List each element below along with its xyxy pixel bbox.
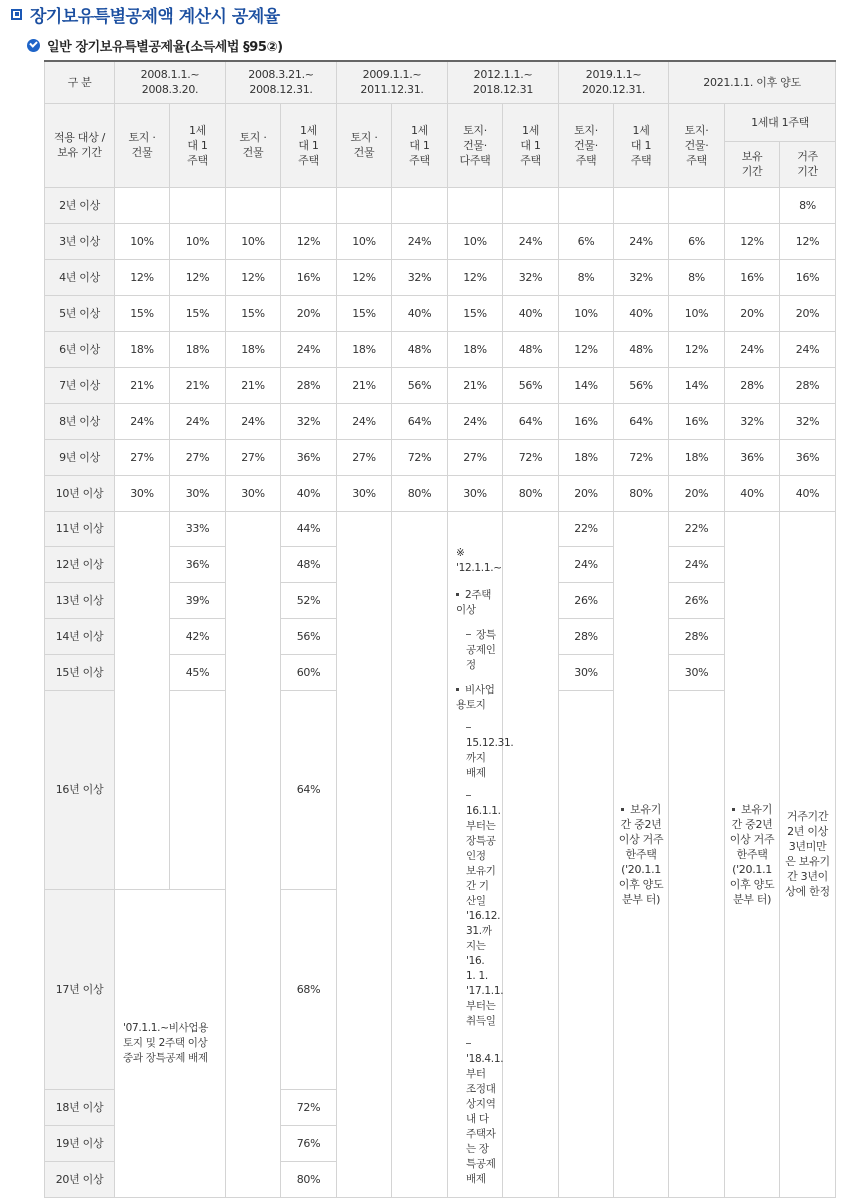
row-label: 11년 이상 bbox=[45, 511, 115, 546]
rate-cell: 39% bbox=[170, 582, 226, 618]
table-row bbox=[45, 439, 836, 475]
header-period: 2019.1.1~ 2020.12.31. bbox=[559, 61, 669, 103]
note-item bbox=[456, 588, 496, 673]
row-label: 9년 이상 bbox=[45, 439, 115, 475]
rate-cell: 40% bbox=[281, 475, 337, 511]
rate-cell: 28% bbox=[559, 618, 614, 654]
header-sub: 토지 · 건물 bbox=[226, 103, 281, 187]
rate-cell: 20% bbox=[669, 475, 725, 511]
rate-cell: 24% bbox=[614, 223, 669, 259]
rate-cell: 40% bbox=[503, 295, 559, 331]
rate-cell bbox=[725, 187, 780, 223]
table-row bbox=[45, 187, 836, 223]
note-2021 bbox=[725, 511, 780, 1197]
rate-cell bbox=[503, 187, 559, 223]
rate-cell: 16% bbox=[669, 403, 725, 439]
rate-cell: 40% bbox=[392, 295, 448, 331]
rate-cell: 18% bbox=[115, 331, 170, 367]
rate-cell: 33% bbox=[170, 511, 226, 546]
rate-cell: 24% bbox=[392, 223, 448, 259]
empty-cell bbox=[503, 511, 559, 1197]
rate-cell: 18% bbox=[669, 439, 725, 475]
table-row bbox=[45, 259, 836, 295]
rate-cell: 21% bbox=[448, 367, 503, 403]
rate-cell: 15% bbox=[226, 295, 281, 331]
rate-cell: 52% bbox=[281, 582, 337, 618]
note-sub bbox=[466, 789, 504, 1029]
rate-cell: 24% bbox=[170, 403, 226, 439]
note-sub bbox=[466, 721, 514, 781]
rate-cell: 8% bbox=[780, 187, 836, 223]
row-label: 20년 이상 bbox=[45, 1161, 115, 1197]
rate-cell bbox=[337, 187, 392, 223]
rate-cell: 18% bbox=[337, 331, 392, 367]
rate-cell: 28% bbox=[669, 618, 725, 654]
note-text: 장특공제인정 bbox=[466, 628, 496, 671]
row-label: 2년 이상 bbox=[45, 187, 115, 223]
dash-icon bbox=[466, 1043, 471, 1044]
dash-icon bbox=[466, 727, 471, 728]
rate-cell: 16% bbox=[780, 259, 836, 295]
rate-cell: 30% bbox=[448, 475, 503, 511]
rate-cell: 27% bbox=[337, 439, 392, 475]
rate-cell: 10% bbox=[448, 223, 503, 259]
rate-cell: 30% bbox=[170, 475, 226, 511]
rate-cell: 12% bbox=[448, 259, 503, 295]
rate-cell: 24% bbox=[448, 403, 503, 439]
rate-cell: 24% bbox=[337, 403, 392, 439]
rate-cell bbox=[281, 187, 337, 223]
note-live: 거주기간 2년 이상 3년미만은 보유기간 3년이상에 한정 bbox=[780, 511, 836, 1197]
rate-cell: 15% bbox=[170, 295, 226, 331]
rate-cell: 32% bbox=[281, 403, 337, 439]
header-period: 2009.1.1.~ 2011.12.31. bbox=[337, 61, 448, 103]
rate-cell bbox=[559, 187, 614, 223]
header-sub: 1세대 1주택 bbox=[392, 103, 448, 187]
rate-cell bbox=[226, 187, 281, 223]
table-row bbox=[45, 511, 836, 546]
empty-cell bbox=[170, 690, 226, 890]
row-label: 5년 이상 bbox=[45, 295, 115, 331]
rate-cell: 36% bbox=[170, 546, 226, 582]
rate-cell: 20% bbox=[559, 475, 614, 511]
rate-cell: 18% bbox=[170, 331, 226, 367]
rate-cell: 48% bbox=[392, 331, 448, 367]
rate-cell: 30% bbox=[337, 475, 392, 511]
rate-cell: 28% bbox=[281, 367, 337, 403]
note-text: 비사업용토지 bbox=[456, 683, 495, 711]
row-label: 10년 이상 bbox=[45, 475, 115, 511]
rate-cell: 24% bbox=[559, 546, 614, 582]
header-period: 2012.1.1.~ 2018.12.31 bbox=[448, 61, 559, 103]
rate-cell: 27% bbox=[170, 439, 226, 475]
rate-cell: 80% bbox=[503, 475, 559, 511]
rate-cell: 32% bbox=[780, 403, 836, 439]
rate-cell bbox=[448, 187, 503, 223]
rate-cell: 40% bbox=[614, 295, 669, 331]
rate-cell: 8% bbox=[669, 259, 725, 295]
rate-cell: 30% bbox=[559, 654, 614, 690]
table-row bbox=[45, 475, 836, 511]
rate-cell: 22% bbox=[559, 511, 614, 546]
rate-cell bbox=[170, 187, 226, 223]
header-sub: 1세대 1주택 bbox=[281, 103, 337, 187]
note-2012 bbox=[448, 511, 514, 1197]
rate-cell: 30% bbox=[115, 475, 170, 511]
rate-cell: 42% bbox=[170, 618, 226, 654]
rate-cell: 20% bbox=[780, 295, 836, 331]
rate-cell: 64% bbox=[614, 403, 669, 439]
section-title bbox=[27, 36, 283, 54]
rate-cell: 18% bbox=[448, 331, 503, 367]
note-text: 16.1.1.부터는 장특공 인정 보유기간 기산일 '16.12. 31.까지는 '16. 1. 1. '17.1.1.부터는 취득일 bbox=[466, 804, 504, 1027]
row-label: 14년 이상 bbox=[45, 618, 115, 654]
rate-cell: 30% bbox=[226, 475, 281, 511]
rate-cell: 24% bbox=[226, 403, 281, 439]
header-target: 적용 대상 / 보유 기간 bbox=[45, 103, 115, 187]
rate-cell: 72% bbox=[281, 1089, 337, 1125]
rate-cell: 24% bbox=[281, 331, 337, 367]
rate-cell: 16% bbox=[725, 259, 780, 295]
rate-cell: 24% bbox=[669, 546, 725, 582]
rate-cell: 6% bbox=[559, 223, 614, 259]
empty-cell bbox=[226, 511, 281, 1197]
rate-cell: 44% bbox=[281, 511, 337, 546]
rate-cell: 56% bbox=[281, 618, 337, 654]
header-sub: 토지 · 건물 bbox=[337, 103, 392, 187]
header-sub: 토지· 건물· 다주택 bbox=[448, 103, 503, 187]
rate-cell bbox=[115, 187, 170, 223]
header-sub: 토지 · 건물 bbox=[115, 103, 170, 187]
table-row bbox=[45, 367, 836, 403]
header-sub: 1세대 1주택 bbox=[614, 103, 669, 187]
rate-cell: 12% bbox=[725, 223, 780, 259]
table-row bbox=[45, 223, 836, 259]
bullet-icon bbox=[456, 688, 459, 691]
rate-cell: 76% bbox=[281, 1125, 337, 1161]
header-sub: 1세대 1주택 bbox=[170, 103, 226, 187]
rate-cell: 68% bbox=[281, 890, 337, 1090]
rate-cell: 8% bbox=[559, 259, 614, 295]
rate-cell: 21% bbox=[170, 367, 226, 403]
bullet-icon bbox=[456, 593, 459, 596]
rate-cell: 36% bbox=[281, 439, 337, 475]
rate-cell: 45% bbox=[170, 654, 226, 690]
row-label: 17년 이상 bbox=[45, 890, 115, 1090]
table-row bbox=[45, 331, 836, 367]
note-text: '18.4.1.부터 조정대상지역 내 다주택자는 장특공제 배제 bbox=[466, 1052, 504, 1185]
rate-cell: 16% bbox=[559, 403, 614, 439]
rate-cell: 80% bbox=[614, 475, 669, 511]
header-sub: 1세대 1주택 bbox=[503, 103, 559, 187]
rate-cell: 24% bbox=[115, 403, 170, 439]
rate-cell: 32% bbox=[725, 403, 780, 439]
rate-cell: 27% bbox=[226, 439, 281, 475]
rate-cell: 21% bbox=[115, 367, 170, 403]
note-sub bbox=[466, 628, 496, 673]
header-house-group: 1세대 1주택 bbox=[725, 103, 836, 141]
rate-cell: 24% bbox=[725, 331, 780, 367]
rate-cell: 15% bbox=[115, 295, 170, 331]
row-label: 13년 이상 bbox=[45, 582, 115, 618]
rate-cell: 48% bbox=[281, 546, 337, 582]
note-text: 보유기간 중2년 이상 거주 한주택 ('20.1.1 이후 양도 분부 터) bbox=[618, 802, 664, 906]
rate-cell: 24% bbox=[780, 331, 836, 367]
rate-cell: 36% bbox=[725, 439, 780, 475]
row-label: 16년 이상 bbox=[45, 690, 115, 890]
row-label: 3년 이상 bbox=[45, 223, 115, 259]
note-2012-head: ※ '12.1.1.~ bbox=[456, 546, 502, 574]
header-live: 거주 기간 bbox=[780, 141, 836, 187]
rate-cell bbox=[614, 187, 669, 223]
header-gubun: 구 분 bbox=[45, 61, 115, 103]
rate-cell: 64% bbox=[392, 403, 448, 439]
row-label: 18년 이상 bbox=[45, 1089, 115, 1125]
check-circle-icon bbox=[27, 39, 40, 52]
rate-cell: 40% bbox=[780, 475, 836, 511]
rate-cell: 27% bbox=[115, 439, 170, 475]
page-title bbox=[11, 3, 280, 25]
empty-cell bbox=[115, 511, 170, 890]
dash-icon bbox=[466, 634, 471, 635]
rate-cell: 64% bbox=[503, 403, 559, 439]
rate-cell: 40% bbox=[725, 475, 780, 511]
rate-cell: 10% bbox=[115, 223, 170, 259]
rate-cell: 10% bbox=[337, 223, 392, 259]
rate-cell: 26% bbox=[669, 582, 725, 618]
row-label: 7년 이상 bbox=[45, 367, 115, 403]
rate-cell: 60% bbox=[281, 654, 337, 690]
bullet-icon bbox=[732, 808, 735, 811]
rate-cell: 12% bbox=[281, 223, 337, 259]
rate-cell: 24% bbox=[503, 223, 559, 259]
rate-cell bbox=[669, 187, 725, 223]
note-text: 15.12.31.까지 배제 bbox=[466, 736, 514, 779]
header-sub: 토지· 건물· 주택 bbox=[559, 103, 614, 187]
rate-cell: 28% bbox=[780, 367, 836, 403]
rate-cell: 12% bbox=[226, 259, 281, 295]
rate-cell: 48% bbox=[503, 331, 559, 367]
rate-cell: 12% bbox=[115, 259, 170, 295]
rate-cell: 56% bbox=[392, 367, 448, 403]
rate-cell: 20% bbox=[725, 295, 780, 331]
rate-cell: 20% bbox=[281, 295, 337, 331]
rate-cell: 12% bbox=[337, 259, 392, 295]
note-sub bbox=[466, 1037, 504, 1187]
rate-cell: 56% bbox=[614, 367, 669, 403]
rate-cell: 10% bbox=[559, 295, 614, 331]
rate-cell: 56% bbox=[503, 367, 559, 403]
rate-cell: 18% bbox=[559, 439, 614, 475]
section-title-text: 일반 장기보유특별공제율(소득세법 §95②) bbox=[47, 39, 283, 55]
header-sub: 토지· 건물· 주택 bbox=[669, 103, 725, 187]
rate-cell: 72% bbox=[614, 439, 669, 475]
rate-cell: 16% bbox=[281, 259, 337, 295]
row-label: 6년 이상 bbox=[45, 331, 115, 367]
row-label: 15년 이상 bbox=[45, 654, 115, 690]
rate-cell: 27% bbox=[448, 439, 503, 475]
rate-cell: 6% bbox=[669, 223, 725, 259]
empty-cell bbox=[337, 511, 392, 1197]
rate-cell: 12% bbox=[559, 331, 614, 367]
page-title-text: 장기보유특별공제액 계산시 공제율 bbox=[30, 6, 280, 27]
square-bullet-icon bbox=[11, 9, 22, 20]
header-period: 2021.1.1. 이후 양도 bbox=[669, 61, 836, 103]
rate-cell: 32% bbox=[614, 259, 669, 295]
rate-cell: 28% bbox=[725, 367, 780, 403]
header-period: 2008.3.21.~ 2008.12.31. bbox=[226, 61, 337, 103]
rate-cell: 10% bbox=[226, 223, 281, 259]
table-row bbox=[45, 403, 836, 439]
rate-cell: 14% bbox=[559, 367, 614, 403]
rate-cell: 22% bbox=[669, 511, 725, 546]
rate-cell: 64% bbox=[281, 690, 337, 890]
rate-cell: 12% bbox=[669, 331, 725, 367]
table-row bbox=[45, 295, 836, 331]
deduction-rate-table bbox=[44, 60, 836, 1198]
rate-cell: 15% bbox=[448, 295, 503, 331]
rate-cell: 32% bbox=[503, 259, 559, 295]
header-hold: 보유 기간 bbox=[725, 141, 780, 187]
rate-cell: 72% bbox=[503, 439, 559, 475]
note-2007: '07.1.1.~비사업용 토지 및 2주택 이상 중과 장특공제 배제 bbox=[115, 890, 226, 1198]
rate-cell: 26% bbox=[559, 582, 614, 618]
note-text: 보유기간 중2년 이상 거주 한주택 ('20.1.1 이후 양도 분부 터) bbox=[729, 802, 775, 906]
rate-cell: 32% bbox=[392, 259, 448, 295]
rate-cell bbox=[392, 187, 448, 223]
rate-cell: 48% bbox=[614, 331, 669, 367]
note-item bbox=[456, 683, 514, 1187]
rate-cell: 10% bbox=[170, 223, 226, 259]
rate-cell: 72% bbox=[392, 439, 448, 475]
rate-cell: 12% bbox=[170, 259, 226, 295]
rate-cell: 21% bbox=[337, 367, 392, 403]
rate-cell: 18% bbox=[226, 331, 281, 367]
row-label: 19년 이상 bbox=[45, 1125, 115, 1161]
rate-cell: 80% bbox=[281, 1161, 337, 1197]
dash-icon bbox=[466, 795, 471, 796]
rate-cell: 21% bbox=[226, 367, 281, 403]
empty-cell bbox=[392, 511, 448, 1197]
row-label: 8년 이상 bbox=[45, 403, 115, 439]
header-period: 2008.1.1.~ 2008.3.20. bbox=[115, 61, 226, 103]
empty-cell bbox=[669, 690, 725, 1197]
rate-cell: 80% bbox=[392, 475, 448, 511]
rate-cell: 12% bbox=[780, 223, 836, 259]
note-text: 2주택 이상 bbox=[456, 588, 492, 616]
note-2019 bbox=[614, 511, 669, 1197]
rate-cell: 36% bbox=[780, 439, 836, 475]
row-label: 12년 이상 bbox=[45, 546, 115, 582]
row-label: 4년 이상 bbox=[45, 259, 115, 295]
rate-cell: 14% bbox=[669, 367, 725, 403]
rate-cell: 15% bbox=[337, 295, 392, 331]
empty-cell bbox=[559, 690, 614, 1197]
rate-cell: 30% bbox=[669, 654, 725, 690]
bullet-icon bbox=[621, 808, 624, 811]
rate-cell: 10% bbox=[669, 295, 725, 331]
